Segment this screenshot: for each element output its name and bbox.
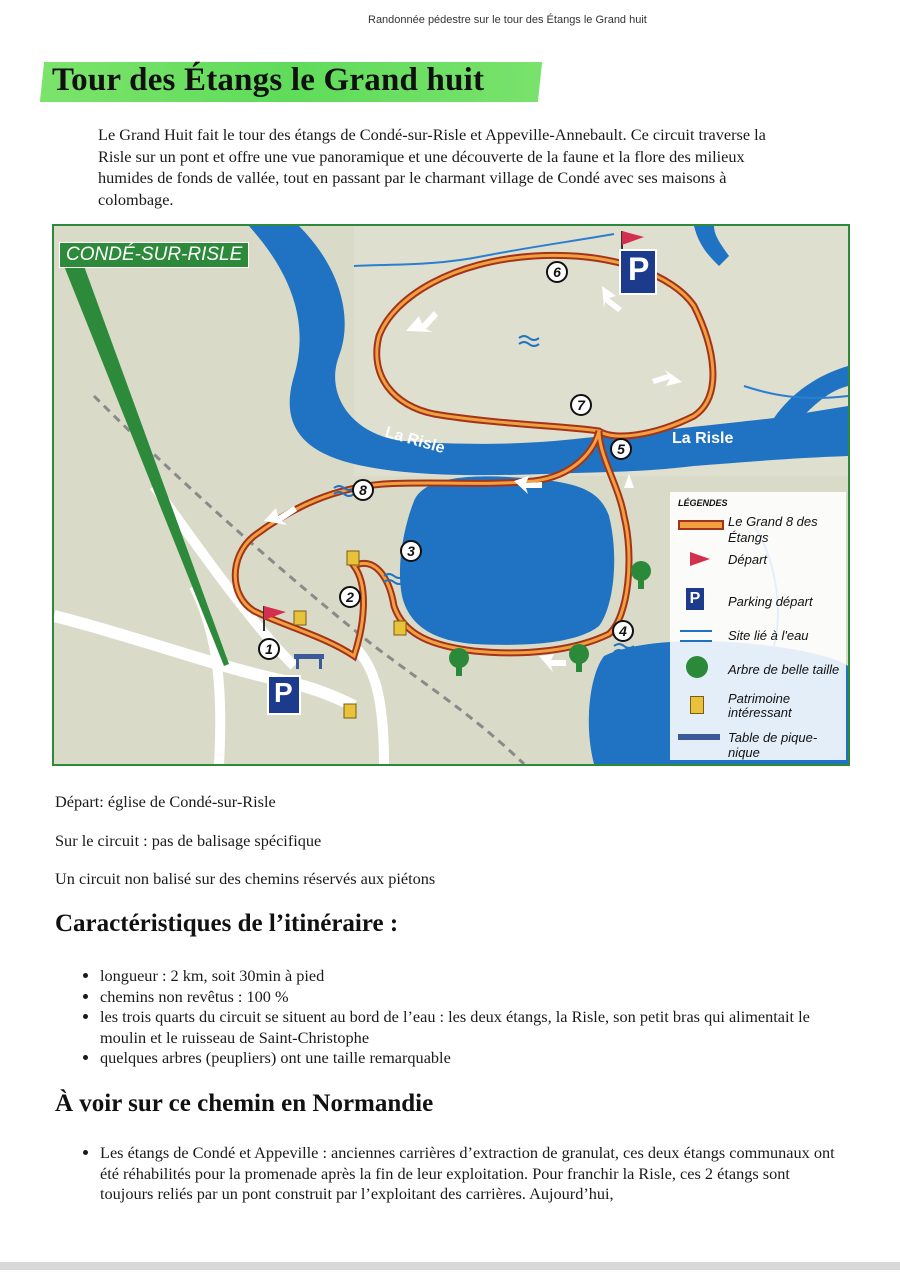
bottom-edge: [0, 1262, 900, 1270]
characteristics-list: [78, 966, 840, 1069]
legend-heritage: Patrimoine intéressant: [728, 691, 792, 720]
waypoint-5: 5: [610, 438, 632, 460]
section-title-characteristics: Caractéristiques de l’itinéraire :: [55, 910, 399, 937]
legend-water-icon: [680, 630, 712, 642]
waypoint-3: 3: [400, 540, 422, 562]
to-see-list: [78, 1143, 840, 1205]
legend-route-swatch: [678, 520, 724, 530]
list-item: • Les étangs de Condé et Appeville : anciennes carrières d’extraction de granulat, ces deux étangs communaux ont été réhabilités pour la promenade après la fin de leur exploitation. Pour franchir la Risle, ces 2 étangs sont toujours reliés par un pont construit par l’exploitant des carrières. Aujourd’hui,: [100, 1143, 840, 1205]
waypoint-6: 6: [546, 261, 568, 283]
marking-info: Sur le circuit : pas de balisage spécifique: [55, 831, 322, 850]
legend-tree-icon: [686, 656, 708, 678]
start-info: Départ: église de Condé-sur-Risle: [55, 792, 276, 811]
legend-tree: Arbre de belle taille: [728, 662, 840, 677]
route-map: [52, 224, 850, 766]
legend-parking: Parking départ: [728, 594, 813, 609]
path-info: Un circuit non balisé sur des chemins réservés aux piétons: [55, 869, 436, 888]
river-label-right: La Risle: [672, 430, 734, 447]
waypoint-4: 4: [612, 620, 634, 642]
river-label-left: La Risle: [382, 423, 447, 458]
waypoint-7: 7: [570, 394, 592, 416]
intro-paragraph: Le Grand Huit fait le tour des étangs de Condé-sur-Risle et Appeville-Annebault. Ce circuit traverse la Risle sur un pont et offre une vue panoramique et une découverte de la faune et la flore des milieux humides de fonds de vallée, tout en passant par le charmant village de Condé avec ses maisons à colombage.: [98, 125, 766, 209]
legend-picnic: Table de pique-nique: [728, 730, 818, 760]
parking-letter-top: P: [628, 251, 650, 287]
legend-heritage-icon: [690, 696, 704, 714]
pond-conde: [400, 476, 614, 644]
running-header: Randonnée pédestre sur le tour des Étangs le Grand huit: [368, 14, 647, 26]
list-item: • chemins non revêtus : 100 %: [100, 987, 840, 1008]
legend-title: LÉGENDES: [678, 498, 728, 508]
legend-parking-icon: P: [686, 588, 704, 610]
map-legend: [670, 492, 846, 760]
legend-water: Site lié à l'eau: [728, 628, 809, 643]
town-label: CONDÉ-SUR-RISLE: [59, 242, 249, 268]
page-title: Tour des Étangs le Grand huit: [52, 62, 485, 98]
parking-letter-bottom: P: [274, 677, 293, 708]
list-item: • les trois quarts du circuit se situent au bord de l’eau : les deux étangs, la Risle, son petit bras qui alimentait le moulin et le ruisseau de Saint-Christophe: [100, 1007, 840, 1048]
legend-route: Le Grand 8 des Étangs: [728, 514, 818, 545]
waypoint-8: 8: [352, 479, 374, 501]
list-item: • quelques arbres (peupliers) ont une taille remarquable: [100, 1048, 840, 1069]
waypoint-2: 2: [339, 586, 361, 608]
legend-picnic-icon: [678, 734, 720, 740]
list-item: • longueur : 2 km, soit 30min à pied: [100, 966, 840, 987]
legend-start-icon: [690, 552, 710, 566]
legend-start: Départ: [728, 552, 768, 567]
waypoint-1: 1: [258, 638, 280, 660]
section-title-to-see: À voir sur ce chemin en Normandie: [55, 1090, 434, 1117]
